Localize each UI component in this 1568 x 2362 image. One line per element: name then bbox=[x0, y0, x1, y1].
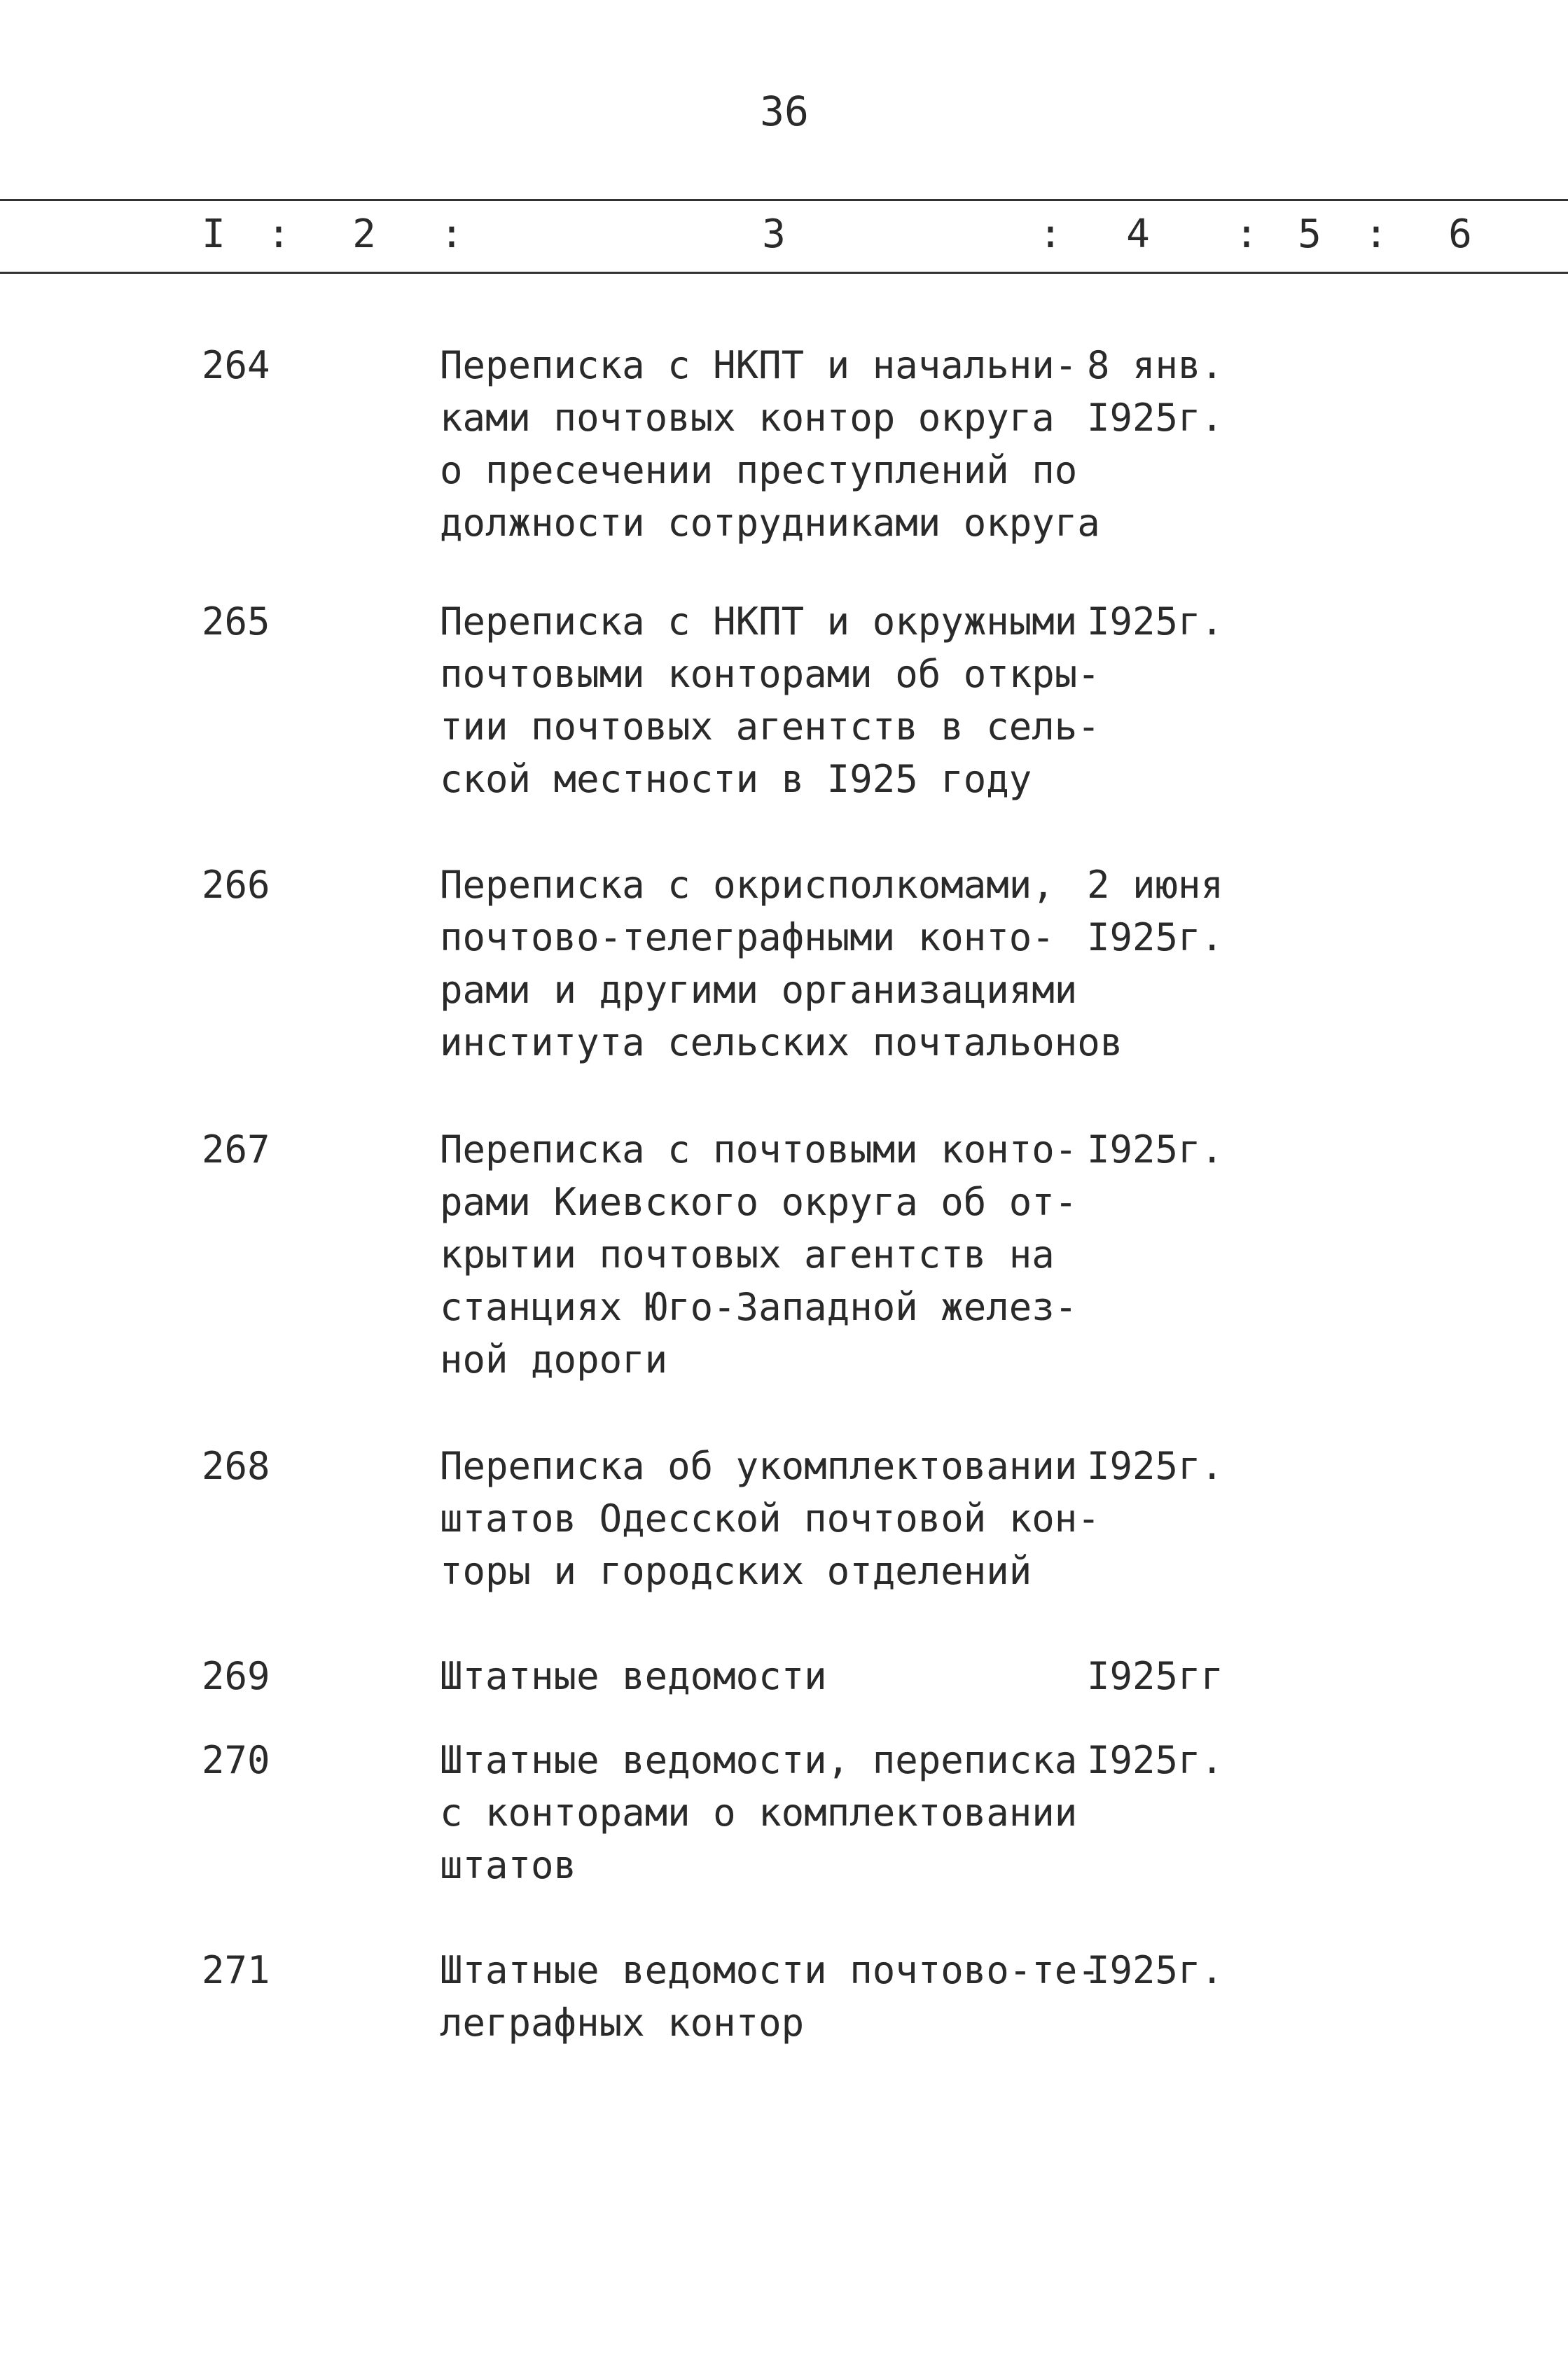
entry-title bbox=[440, 339, 1100, 549]
entry-number: 266 bbox=[202, 863, 270, 907]
entry-date-line: I925г. bbox=[1087, 1948, 1224, 1992]
entry-date bbox=[1087, 1734, 1269, 1786]
entry-date-line: 2 июня bbox=[1087, 863, 1224, 907]
entry-date-line: I925г. bbox=[1087, 396, 1224, 440]
entry-title-line: ками почтовых контор округа bbox=[440, 396, 1055, 440]
entry-date bbox=[1087, 1650, 1269, 1702]
entry-title-line: Переписка с окрисполкомами, bbox=[440, 863, 1055, 907]
entry-title bbox=[440, 595, 1100, 805]
entry-title-line: крытии почтовых агентств на bbox=[440, 1232, 1055, 1277]
entry-date-line: I925г. bbox=[1087, 1738, 1224, 1782]
entry-title-line: штатов Одесской почтовой кон- bbox=[440, 1496, 1100, 1541]
entry-title bbox=[440, 1944, 1100, 2049]
entry-date-line: I925г. bbox=[1087, 915, 1224, 959]
column-header-4: 4 bbox=[1126, 211, 1150, 257]
entry-title-line: станциях Юго-Западной желез- bbox=[440, 1285, 1078, 1329]
entry-title-line: Штатные ведомости, переписка bbox=[440, 1738, 1078, 1782]
entry-number: 269 bbox=[202, 1654, 270, 1698]
entry-number: 265 bbox=[202, 599, 270, 644]
column-header-3: 3 bbox=[762, 211, 786, 257]
page-number: 36 bbox=[760, 88, 809, 135]
entry-title-line: тии почтовых агентств в сель- bbox=[440, 704, 1100, 749]
column-separator: : bbox=[440, 211, 464, 257]
entry-title-line: института сельских почтальонов bbox=[440, 1020, 1123, 1064]
column-separator: : bbox=[1235, 211, 1258, 257]
entry-title-line: Штатные ведомости bbox=[440, 1654, 827, 1698]
column-separator: : bbox=[1364, 211, 1388, 257]
entry-title-line: рами и другими организациями bbox=[440, 968, 1078, 1012]
entry-title-line: Переписка с НКПТ и начальни- bbox=[440, 343, 1078, 387]
entry-date bbox=[1087, 595, 1269, 648]
entry-title bbox=[440, 1123, 1084, 1386]
header-top-rule bbox=[0, 199, 1568, 201]
entry-title-line: Штатные ведомости почтово-те- bbox=[440, 1948, 1100, 1992]
entry-date bbox=[1087, 339, 1269, 444]
entry-title-line: торы и городских отделений bbox=[440, 1549, 1032, 1593]
entry-title-line: почтово-телеграфными конто- bbox=[440, 915, 1055, 959]
entry-title-line: о пресечении преступлений по bbox=[440, 448, 1078, 492]
entry-date-line: I925г. bbox=[1087, 1444, 1224, 1488]
entry-title-line: Переписка об укомплектовании bbox=[440, 1444, 1078, 1488]
entry-title-line: Переписка с почтовыми конто- bbox=[440, 1127, 1078, 1172]
entry-date bbox=[1087, 1440, 1269, 1492]
entry-date-line: I925г. bbox=[1087, 1127, 1224, 1172]
entry-title-line: штатов bbox=[440, 1843, 577, 1887]
entry-number: 264 bbox=[202, 343, 270, 387]
entry-date bbox=[1087, 859, 1269, 964]
entry-title-line: с конторами о комплектовании bbox=[440, 1791, 1078, 1835]
entry-title-line: ной дороги bbox=[440, 1338, 668, 1382]
entry-title bbox=[440, 1650, 1084, 1702]
entry-date bbox=[1087, 1944, 1269, 1996]
entry-date-line: 8 янв. bbox=[1087, 343, 1224, 387]
entry-date-line: I925г. bbox=[1087, 599, 1224, 644]
entry-title bbox=[440, 859, 1123, 1069]
column-separator: : bbox=[1039, 211, 1062, 257]
entry-date bbox=[1087, 1123, 1269, 1176]
entry-title-line: Переписка с НКПТ и окружными bbox=[440, 599, 1078, 644]
column-header-5: 5 bbox=[1298, 211, 1321, 257]
column-header-2: 2 bbox=[352, 211, 376, 257]
column-separator: : bbox=[267, 211, 291, 257]
entry-number: 271 bbox=[202, 1948, 270, 1992]
entry-number: 268 bbox=[202, 1444, 270, 1488]
entry-title bbox=[440, 1440, 1100, 1597]
column-header-6: 6 bbox=[1448, 211, 1472, 257]
column-header-1: I bbox=[202, 211, 226, 257]
header-bottom-rule bbox=[0, 272, 1568, 274]
entry-title-line: рами Киевского округа об от- bbox=[440, 1180, 1078, 1224]
entry-title-line: почтовыми конторами об откры- bbox=[440, 652, 1100, 696]
entry-number: 267 bbox=[202, 1127, 270, 1172]
entry-date-line: I925гг bbox=[1087, 1654, 1224, 1698]
entry-title-line: ской местности в I925 году bbox=[440, 757, 1032, 801]
entry-title bbox=[440, 1734, 1084, 1891]
entry-title-line: должности сотрудниками округа bbox=[440, 501, 1100, 545]
entry-number: 270 bbox=[202, 1738, 270, 1782]
column-header-row bbox=[0, 210, 1568, 259]
entry-title-line: леграфных контор bbox=[440, 2001, 805, 2045]
